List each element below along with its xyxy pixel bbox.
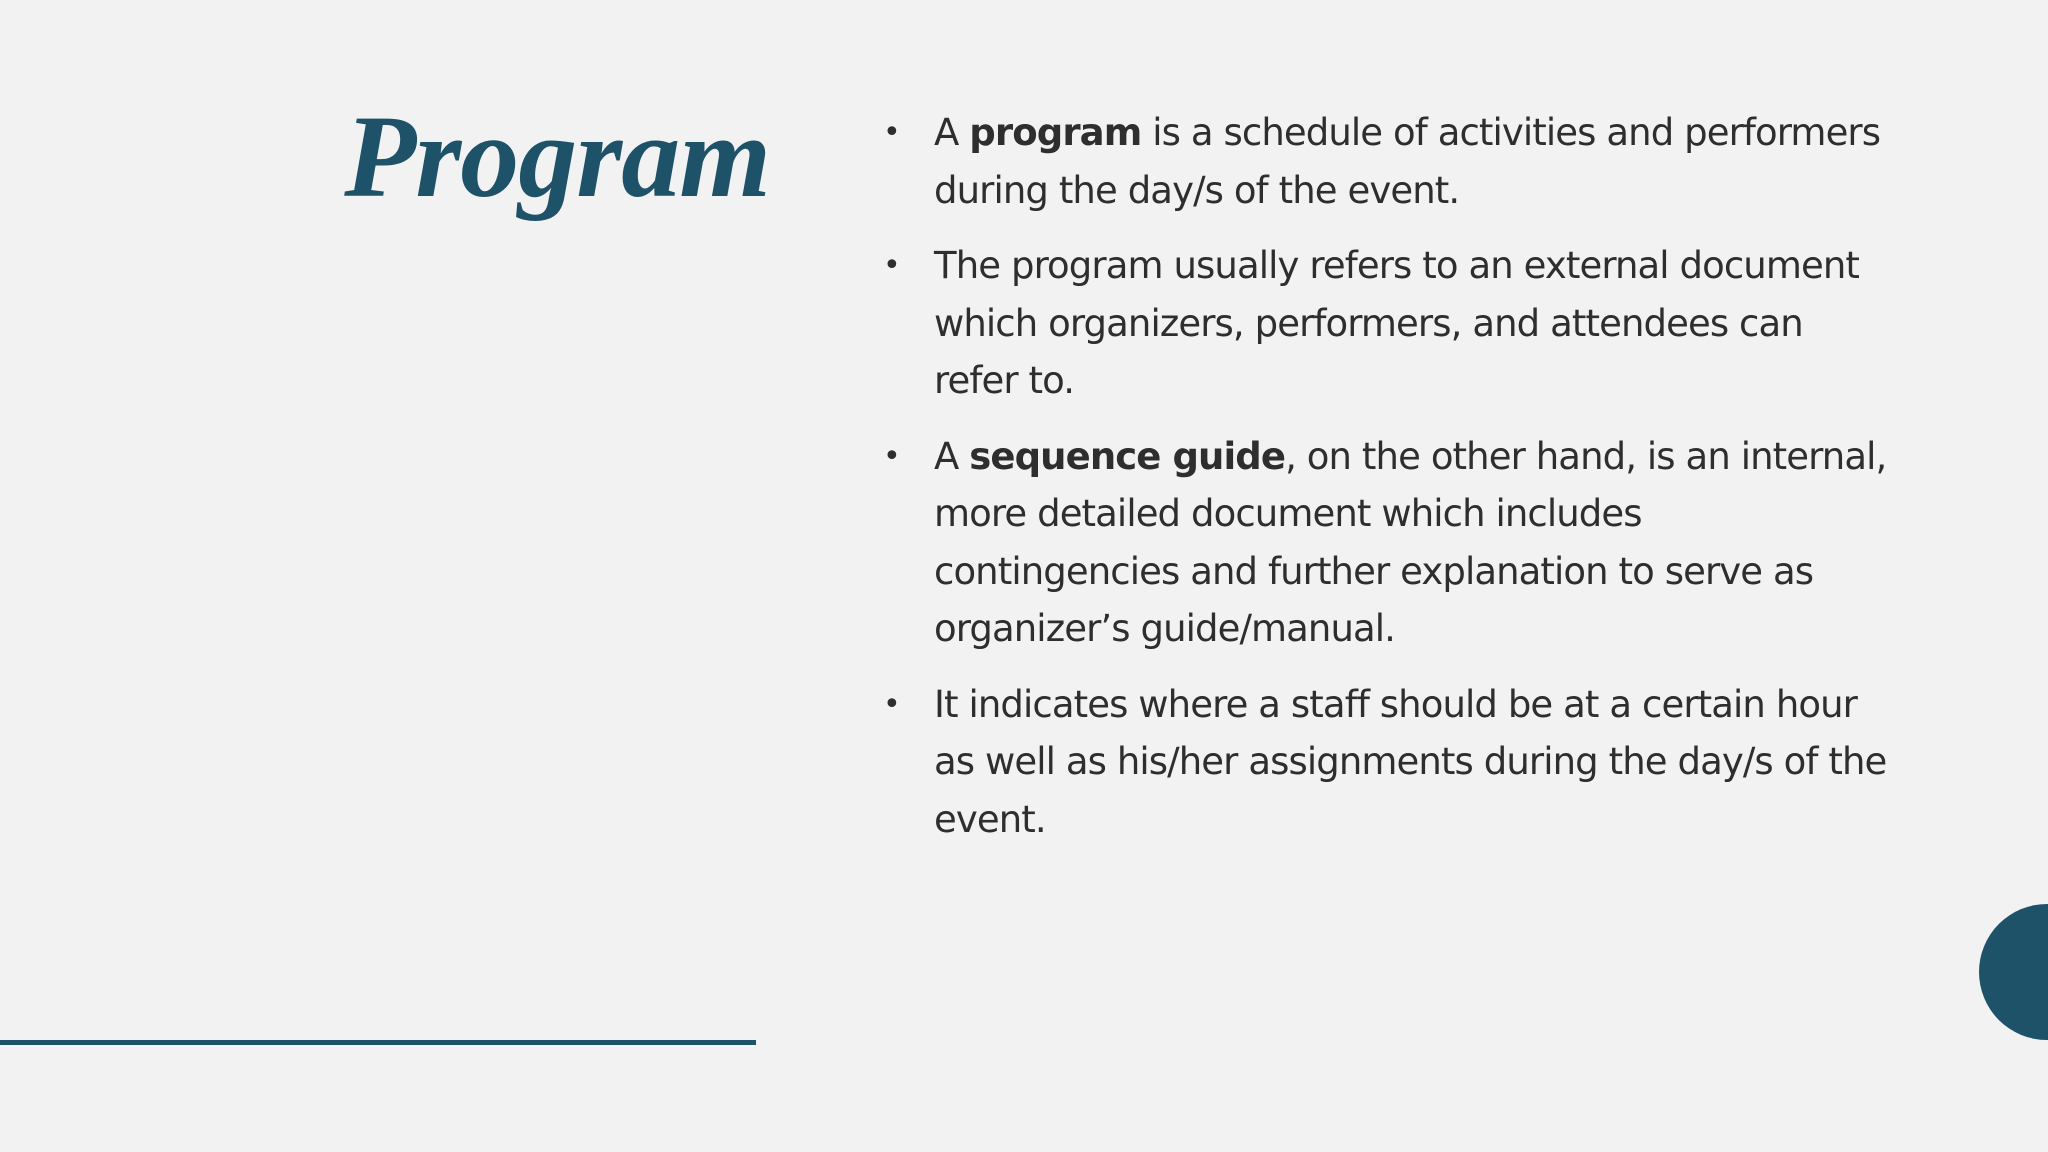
divider-line xyxy=(0,1040,756,1045)
bullet-keyword: sequence guide xyxy=(969,434,1286,478)
bullet-item xyxy=(883,676,1893,849)
bullet-text-segment: A xyxy=(934,434,970,478)
bullet-text-segment: is a schedule of activities and performers during the day/s of the event. xyxy=(934,111,1881,212)
bullet-marker: • xyxy=(883,438,900,474)
bullet-text-segment: The program usually refers to an external document which organizers, performers, and attendees can refer to. xyxy=(934,244,1860,402)
bullet-text xyxy=(934,683,1886,841)
bullet-text-segment: It indicates where a staff should be at a certain hour as well as his/her assignments during the day/s of the event. xyxy=(934,682,1887,841)
bullet-text xyxy=(934,244,1859,402)
bullet-item xyxy=(883,428,1893,658)
bullet-text-segment: , on the other hand, is an internal, more detailed document which includes contingencies and further explanation to serve as organizer’s guide/manual. xyxy=(934,434,1887,650)
bullet-marker: • xyxy=(883,115,900,150)
bullet-marker: • xyxy=(883,686,900,722)
bullet-marker: • xyxy=(883,248,900,283)
bullet-text xyxy=(934,435,1886,651)
bullet-list xyxy=(883,104,1893,866)
bullet-text-segment: A xyxy=(934,111,970,154)
bullet-item xyxy=(883,104,1893,219)
bullet-text xyxy=(934,111,1880,212)
accent-circle-decoration xyxy=(1979,904,2048,1040)
bullet-keyword: program xyxy=(969,111,1142,154)
slide-title: Program xyxy=(344,91,770,222)
bullet-item xyxy=(883,237,1893,410)
